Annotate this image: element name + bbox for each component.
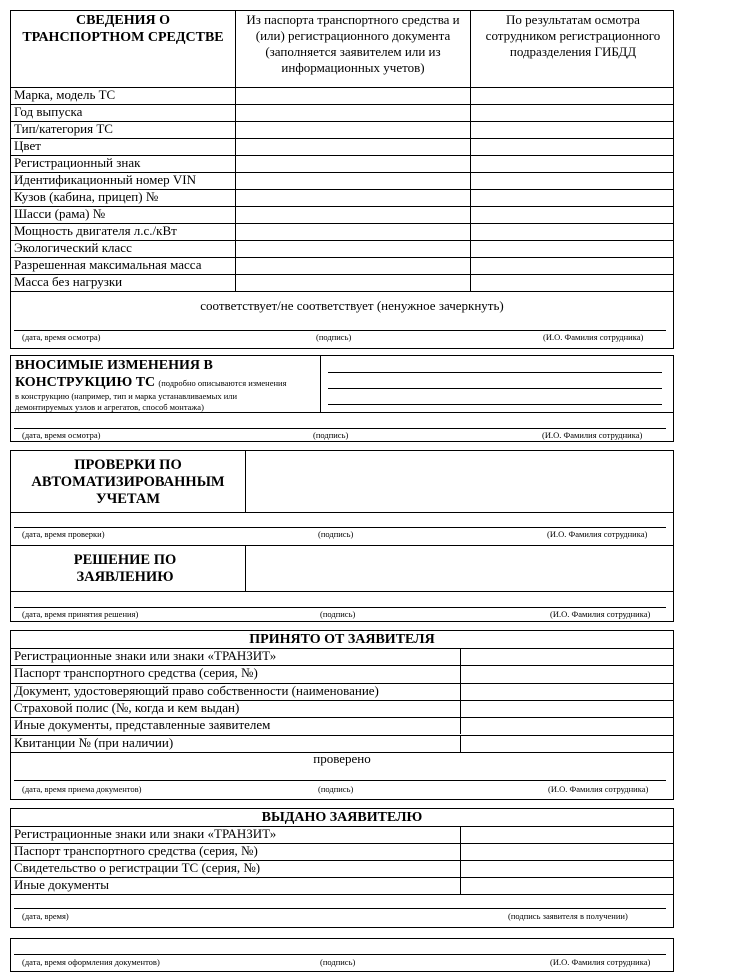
issued-row-label: Паспорт транспортного средства (серия, №) xyxy=(14,843,258,858)
checks-title: ПРОВЕРКИ ПО АВТОМАТИЗИРОВАННЫМ УЧЕТАМ xyxy=(31,457,225,507)
accepted-cell-divider xyxy=(460,648,461,665)
vehicle-col-divider-2 xyxy=(470,10,471,292)
vehicle-rows-bottom xyxy=(10,291,674,292)
accepted-checked: проверено xyxy=(313,751,371,766)
decision-title: РЕШЕНИЕ ПО ЗАЯВЛЕНИЮ xyxy=(73,552,177,585)
accepted-sig-signature: (подпись) xyxy=(318,784,354,794)
checks-sig-officer: (И.О. Фамилия сотрудника) xyxy=(547,529,648,539)
decision-divider xyxy=(245,545,246,591)
vehicle-row-label: Кузов (кабина, прицеп) № xyxy=(14,189,159,204)
issued-row-label: Свидетельство о регистрации ТС (серия, №) xyxy=(14,860,261,875)
checks-sig-signature: (подпись) xyxy=(318,529,354,539)
issued-title: ВЫДАНО ЗАЯВИТЕЛЮ xyxy=(261,810,423,825)
accepted-row-label: Документ, удостоверяющий право собственности (наименование) xyxy=(14,682,379,698)
issued-cell-divider xyxy=(460,843,461,860)
vehicle-row-label: Идентификационный номер VIN xyxy=(14,172,196,187)
final-signature-line xyxy=(14,954,666,955)
accepted-row-label: Квитанции № (при наличии) xyxy=(14,734,174,750)
vehicle-row-label: Мощность двигателя л.с./кВт xyxy=(14,223,177,238)
vehicle-col3-title: По результатам осмотра сотрудником регистрационного подразделения ГИБДД xyxy=(485,12,661,59)
accepted-sig-date: (дата, время приема документов) xyxy=(22,784,142,794)
changes-note: в конструкцию (например, тип и марка устанавливаемых или демонтируемых узлов и агрегатов, способ монтажа) xyxy=(15,391,238,412)
checks-sig-date: (дата, время проверки) xyxy=(22,529,105,539)
vehicle-row-label: Цвет xyxy=(14,138,41,153)
checks-signature-line xyxy=(14,527,666,528)
final-sig-signature: (подпись) xyxy=(320,957,356,967)
accepted-cell-divider xyxy=(460,735,461,752)
vehicle-sig-signature: (подпись) xyxy=(316,332,352,342)
changes-divider xyxy=(320,355,321,412)
accepted-signature-line xyxy=(14,780,666,781)
issued-cell-divider xyxy=(460,826,461,843)
vehicle-sig-officer: (И.О. Фамилия сотрудника) xyxy=(543,332,644,342)
checks-split-line xyxy=(10,512,674,513)
issued-sig-applicant: (подпись заявителя в получении) xyxy=(508,911,628,921)
vehicle-col2-title: Из паспорта транспортного средства и (или) регистрационного документа (заполняется заявителем или из информационных учетов) xyxy=(246,12,460,75)
vehicle-row-label: Разрешенная максимальная масса xyxy=(14,257,202,272)
changes-title-block xyxy=(15,357,315,413)
accepted-row-label: Паспорт транспортного средства (серия, №) xyxy=(14,665,258,681)
vehicle-col1-title: СВЕДЕНИЯ О ТРАНСПОРТНОМ СРЕДСТВЕ xyxy=(22,13,224,45)
vehicle-sig-date: (дата, время осмотра) xyxy=(22,332,101,342)
vehicle-row-label: Шасси (рама) № xyxy=(14,206,106,221)
vehicle-row-line xyxy=(10,138,674,139)
changes-title: ВНОСИМЫЕ ИЗМЕНЕНИЯ В КОНСТРУКЦИЮ ТС xyxy=(15,358,213,390)
issued-sig-date: (дата, время) xyxy=(22,911,69,921)
vehicle-row-line xyxy=(10,104,674,105)
changes-write-line-3[interactable] xyxy=(328,404,662,405)
issued-signature-line xyxy=(14,908,666,909)
accepted-cell-divider xyxy=(460,700,461,717)
checks-divider xyxy=(245,450,246,512)
decision-sig-signature: (подпись) xyxy=(320,609,356,619)
changes-sig-date: (дата, время осмотра) xyxy=(22,430,101,440)
vehicle-row-label: Тип/категория ТС xyxy=(14,121,113,136)
vehicle-row-label: Масса без нагрузки xyxy=(14,274,123,289)
vehicle-row-label: Марка, модель ТС xyxy=(14,87,116,102)
accepted-cell-divider xyxy=(460,665,461,682)
vehicle-col-divider-1 xyxy=(235,10,236,292)
changes-sig-signature: (подпись) xyxy=(313,430,349,440)
accepted-cell-divider xyxy=(460,717,461,734)
changes-write-line-2[interactable] xyxy=(328,388,662,389)
issued-cell-divider xyxy=(460,860,461,877)
decision-signature-line xyxy=(14,607,666,608)
accepted-row-label: Иные документы, представленные заявителем xyxy=(14,717,271,733)
vehicle-row-label: Экологический класс xyxy=(14,240,132,255)
final-sig-date: (дата, время оформления документов) xyxy=(22,957,160,967)
issued-rows-bottom xyxy=(10,894,674,895)
issued-row-line xyxy=(10,877,674,878)
vehicle-conformity: соответствует/не соответствует (ненужное зачеркнуть) xyxy=(200,298,504,313)
accepted-row-label: Страховой полис (№, когда и кем выдан) xyxy=(14,699,240,715)
accepted-cell-divider xyxy=(460,683,461,700)
decision-sig-officer: (И.О. Фамилия сотрудника) xyxy=(550,609,651,619)
accepted-row-label: Регистрационные знаки или знаки «ТРАНЗИТ» xyxy=(14,648,277,663)
vehicle-signature-line xyxy=(14,330,666,331)
issued-row-label: Регистрационные знаки или знаки «ТРАНЗИТ» xyxy=(14,826,277,841)
decision-sig-date: (дата, время принятия решения) xyxy=(22,609,139,619)
issued-cell-divider xyxy=(460,877,461,894)
issued-row-label: Иные документы xyxy=(14,877,110,892)
changes-note-inline: (подробно описываются изменения xyxy=(158,378,287,388)
vehicle-row-label: Регистрационный знак xyxy=(14,155,141,170)
accepted-sig-officer: (И.О. Фамилия сотрудника) xyxy=(548,784,649,794)
changes-write-line-1[interactable] xyxy=(328,372,662,373)
changes-signature-line xyxy=(14,428,666,429)
vehicle-row-line xyxy=(10,206,674,207)
accepted-title: ПРИНЯТО ОТ ЗАЯВИТЕЛЯ xyxy=(249,632,435,647)
decision-split-line xyxy=(10,591,674,592)
changes-sig-officer: (И.О. Фамилия сотрудника) xyxy=(542,430,643,440)
vehicle-row-label: Год выпуска xyxy=(14,104,83,119)
decision-top-line xyxy=(10,545,674,546)
final-sig-officer: (И.О. Фамилия сотрудника) xyxy=(550,957,651,967)
